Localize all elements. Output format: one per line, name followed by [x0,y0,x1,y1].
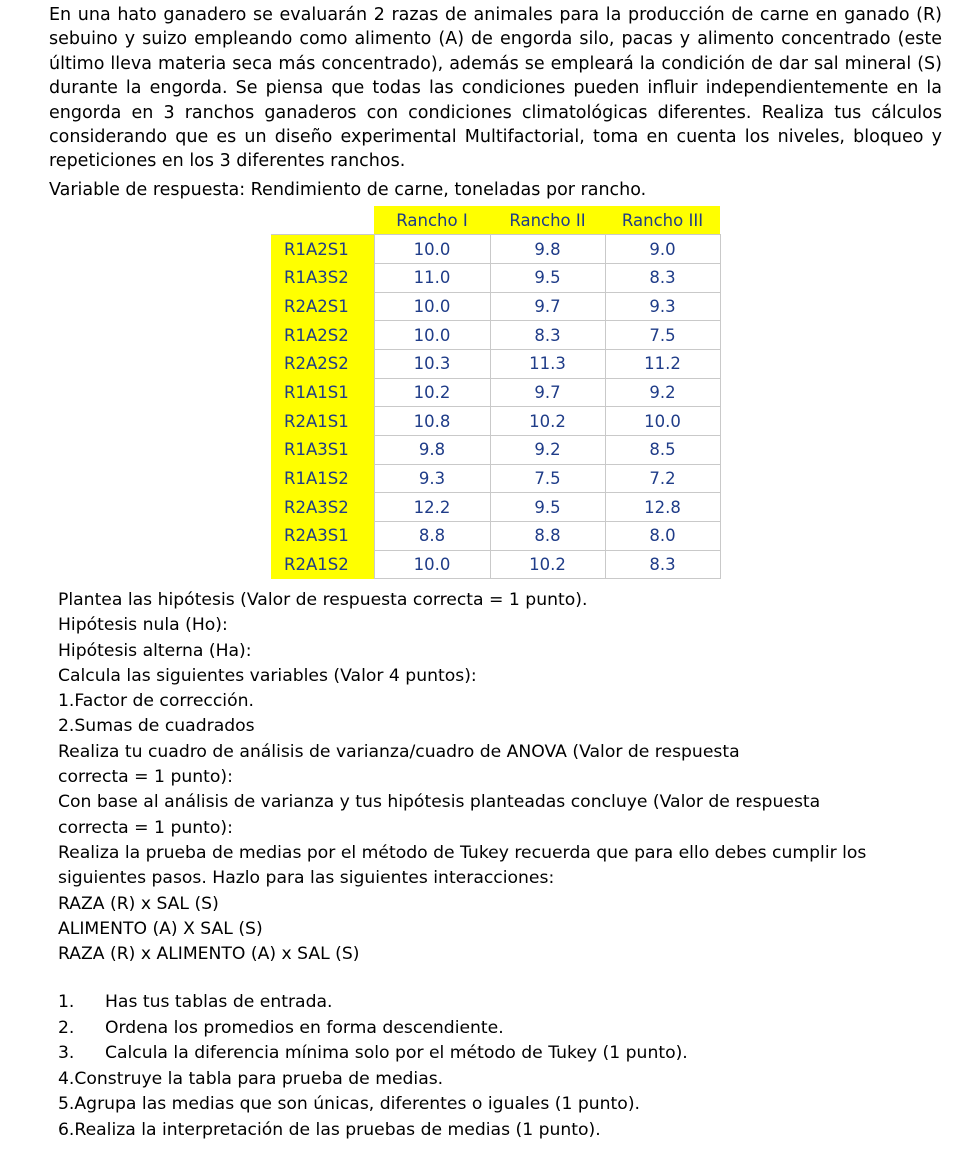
step-text: Has tus tablas de entrada. [105,992,333,1012]
problem-statement: En una hato ganadero se evaluarán 2 razas de animales para la producción de carne en ganado (R) sebuino y suizo empleando como alimento (A) de engorda silo, pacas y alimento concentrado (este último lleva materia seca más concentrado), además se empleará la condición de dar sal mineral (S) durante la engorda. Se piensa que todas las condiciones pueden influir independientemente en la engorda en 3 ranchos ganaderos con condiciones climatológicas diferentes. Realiza tus cálculos considerando que es un diseño experimental Multifactorial, toma en cuenta los niveles, bloqueo y repeticiones en los 3 diferentes ranchos. [49,5,942,172]
anova-prompt-line2: correcta = 1 punto): [58,767,233,788]
table-cell: 8.3 [605,550,720,579]
row-label: R1A3S1 [271,436,374,465]
table-cell: 9.0 [605,235,720,264]
header-rancho-2: Rancho II [490,206,605,235]
table-cell: 8.0 [605,522,720,551]
sum-of-squares: 2.Sumas de cuadrados [58,716,255,737]
alternate-hypothesis: Hipótesis alterna (Ha): [58,640,252,661]
table-cell: 12.8 [605,493,720,522]
list-item [58,990,958,1016]
table-header-row [271,206,720,235]
step-number: 3. [58,1043,75,1064]
table-cell: 11.2 [605,349,720,378]
table-cell: 10.0 [374,321,490,350]
table-cell: 8.8 [490,522,605,551]
table-row [271,378,720,407]
table-cell: 10.8 [374,407,490,436]
row-label: R1A1S1 [271,378,374,407]
hypothesis-prompt: Plantea las hipótesis (Valor de respuesta correcta = 1 punto). [58,590,588,610]
table-cell: 9.3 [605,292,720,321]
table-cell: 9.5 [490,493,605,522]
table-row [271,436,720,465]
table-cell: 10.2 [490,407,605,436]
questions-section [58,588,958,967]
row-label: R2A2S1 [271,292,374,321]
table-cell: 7.2 [605,464,720,493]
table-row [271,292,720,321]
table-cell: 11.0 [374,263,490,292]
table-cell: 9.7 [490,378,605,407]
table-cell: 12.2 [374,493,490,522]
header-rancho-1: Rancho I [374,206,490,235]
table-row [271,263,720,292]
row-label: R2A3S1 [271,522,374,551]
correction-factor: 1.Factor de corrección. [58,691,254,712]
conclusion-prompt-line2: correcta = 1 punto): [58,817,233,838]
table-cell: 9.2 [605,378,720,407]
row-label: R1A1S2 [271,464,374,493]
header-rancho-3: Rancho III [605,206,720,235]
table-cell: 8.8 [374,522,490,551]
conclusion-prompt-line1: Con base al análisis de varianza y tus hipótesis planteadas concluye (Valor de respuesta [58,792,821,813]
table-cell: 10.0 [374,235,490,264]
table-cell: 8.3 [490,321,605,350]
step-number: 2. [58,1017,75,1038]
table-row [271,493,720,522]
table-row [271,235,720,264]
row-label: R2A2S2 [271,349,374,378]
table-row [271,407,720,436]
table-cell: 10.0 [374,292,490,321]
table-cell: 10.2 [374,378,490,407]
list-item: 4.Construye la tabla para prueba de medias. [58,1068,444,1089]
interaction-alimento-sal: ALIMENTO (A) X SAL (S) [58,918,263,939]
table-cell: 10.0 [374,550,490,579]
table-cell: 10.2 [490,550,605,579]
row-label: R1A3S2 [271,263,374,292]
interaction-raza-sal: RAZA (R) x SAL (S) [58,893,219,914]
table-cell: 8.5 [605,436,720,465]
table-row [271,464,720,493]
table-cell: 8.3 [605,263,720,292]
response-variable: Variable de respuesta: Rendimiento de carne, toneladas por rancho. [49,180,647,200]
list-item [58,1016,958,1042]
null-hypothesis: Hipótesis nula (Ho): [58,615,228,636]
anova-prompt-line1: Realiza tu cuadro de análisis de varianza/cuadro de ANOVA (Valor de respuesta [58,741,740,762]
interaction-raza-alimento-sal: RAZA (R) x ALIMENTO (A) x SAL (S) [58,944,360,965]
table-cell: 9.5 [490,263,605,292]
table-cell: 11.3 [490,349,605,378]
steps-list [58,990,958,1144]
table-cell: 9.8 [490,235,605,264]
table-corner [271,206,374,235]
table-cell: 10.3 [374,349,490,378]
table-cell: 7.5 [490,464,605,493]
list-item: 6.Realiza la interpretación de las pruebas de medias (1 punto). [58,1119,601,1140]
table-row [271,321,720,350]
table-cell: 9.8 [374,436,490,465]
step-number: 1. [58,992,75,1012]
table-cell: 9.3 [374,464,490,493]
tukey-prompt-line2: siguientes pasos. Hazlo para las siguientes interacciones: [58,868,555,889]
tukey-prompt-line1: Realiza la prueba de medias por el método de Tukey recuerda que para ello debes cumplir los [58,842,867,863]
step-text: Calcula la diferencia mínima solo por el método de Tukey (1 punto). [105,1043,688,1064]
variables-prompt: Calcula las siguientes variables (Valor 4 puntos): [58,665,477,686]
step-text: Ordena los promedios en forma descendiente. [105,1017,504,1038]
row-label: R1A2S1 [271,235,374,264]
table-row [271,550,720,579]
list-item: 5.Agrupa las medias que son únicas, diferentes o iguales (1 punto). [58,1094,640,1115]
table-cell: 9.2 [490,436,605,465]
table-row [271,349,720,378]
data-table [271,206,721,579]
row-label: R2A1S1 [271,407,374,436]
list-item [58,1041,958,1067]
row-label: R2A3S2 [271,493,374,522]
table-cell: 10.0 [605,407,720,436]
table-cell: 7.5 [605,321,720,350]
row-label: R1A2S2 [271,321,374,350]
table-cell: 9.7 [490,292,605,321]
row-label: R2A1S2 [271,550,374,579]
table-row [271,522,720,551]
